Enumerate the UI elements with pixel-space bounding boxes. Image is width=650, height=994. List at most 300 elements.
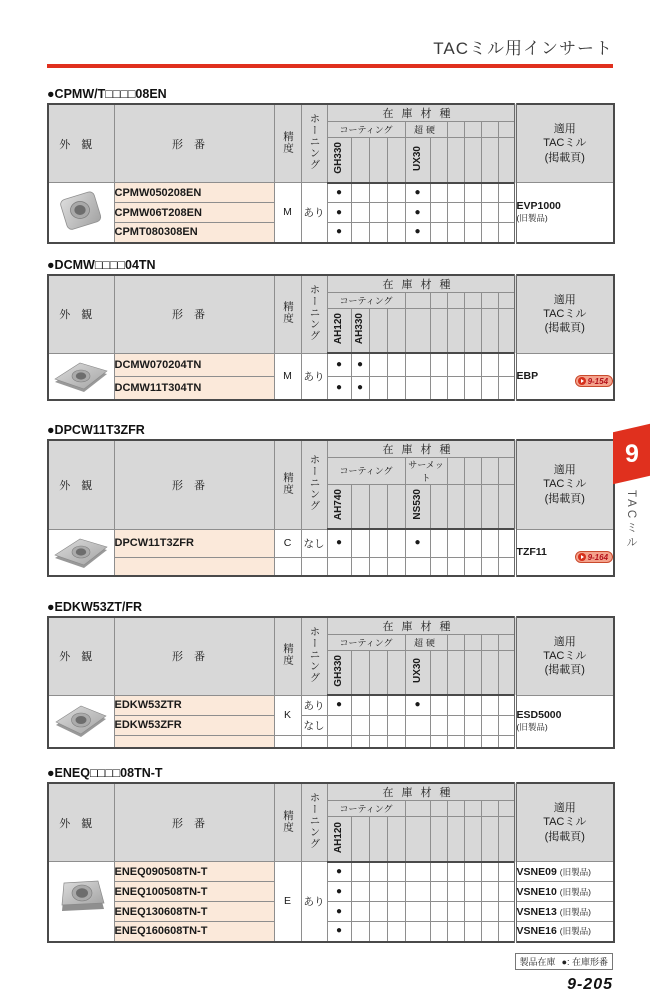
stock-dot-cell (387, 376, 405, 399)
precision-cell: K (274, 695, 301, 735)
stock-dot-cell (327, 557, 351, 575)
stock-dot-cell (430, 376, 447, 399)
stock-dot-cell (369, 223, 387, 243)
grade-label (405, 817, 430, 862)
precision-cell (274, 557, 301, 575)
stock-dot-cell (387, 223, 405, 243)
honing-cell: あり (301, 353, 327, 400)
stock-header: 在庫材種 (327, 617, 515, 635)
stock-dot-cell (464, 183, 481, 203)
section-heading-eneq: ●ENEQ□□□□08TN-T (47, 766, 163, 780)
stock-dot-cell (481, 223, 498, 243)
model-number-cell (114, 735, 274, 748)
stock-dot-cell (481, 557, 498, 575)
model-number-cell: DCMW11T304TN (114, 376, 274, 399)
stock-header-cell (447, 122, 464, 138)
col-header-precision: 精度 (274, 275, 301, 354)
stock-dot-cell (464, 862, 481, 882)
stock-dot-cell (351, 882, 369, 902)
precision-cell: M (274, 183, 301, 243)
grade-label (369, 650, 387, 695)
eneq-table (47, 782, 615, 943)
stock-dot-cell (430, 902, 447, 922)
stock-dot-cell (447, 223, 464, 243)
stock-dot-cell (430, 353, 447, 376)
model-number-cell: ENEQ160608TN-T (114, 922, 274, 942)
grade-label (498, 138, 515, 183)
stock-dot-cell: ● (405, 529, 430, 557)
col-header-apply: 適用 TACミル (掲載頁) (515, 440, 614, 530)
grade-label (430, 817, 447, 862)
grade-label: AH330 (351, 308, 369, 353)
square-insert-photo (48, 862, 114, 942)
grade-label (481, 308, 498, 353)
stock-dot-cell: ● (327, 529, 351, 557)
grade-label (387, 817, 405, 862)
col-header-honing: ホーニング (301, 617, 327, 696)
stock-dot-cell (369, 922, 387, 942)
stock-dot-cell (387, 529, 405, 557)
stock-dot-cell (430, 922, 447, 942)
stock-dot-cell (369, 529, 387, 557)
stock-dot-cell (498, 203, 515, 223)
stock-header-cell (481, 457, 498, 484)
stock-dot-cell (351, 529, 369, 557)
stock-header-cell (498, 634, 515, 650)
stock-dot-cell: ● (327, 862, 351, 882)
stock-header-cell (405, 801, 430, 817)
col-header-model: 形番 (114, 275, 274, 354)
stock-header-cell (447, 457, 464, 484)
section-heading-dpcw: ●DPCW11T3ZFR (47, 422, 145, 437)
arrow-icon (578, 377, 586, 385)
section-heading-dcmw: ●DCMW□□□□04TN (47, 257, 156, 272)
stock-dot-cell (369, 557, 387, 575)
grade-label: GH330 (327, 650, 351, 695)
stock-dot-cell (464, 902, 481, 922)
stock-dot-cell (387, 735, 405, 748)
col-header-model: 形番 (114, 783, 274, 862)
page-title: TACミル用インサート (433, 39, 613, 58)
stock-dot-cell (405, 882, 430, 902)
stock-dot-cell (498, 715, 515, 735)
honing-cell: あり (301, 862, 327, 942)
stock-dot-cell (464, 223, 481, 243)
stock-dot-cell (387, 203, 405, 223)
grade-label (464, 817, 481, 862)
honing-cell (301, 735, 327, 748)
honing-cell: なし (301, 715, 327, 735)
stock-header: 在庫材種 (327, 783, 515, 801)
col-header-precision: 精度 (274, 104, 301, 183)
stock-dot-cell (464, 203, 481, 223)
stock-dot-cell (447, 353, 464, 376)
stock-dot-cell (481, 529, 498, 557)
stock-header-cell (430, 801, 447, 817)
col-header-precision: 精度 (274, 440, 301, 530)
stock-dot-cell (447, 902, 464, 922)
stock-dot-cell (369, 715, 387, 735)
stock-dot-cell (387, 557, 405, 575)
stock-dot-cell (447, 529, 464, 557)
stock-dot-cell: ● (327, 203, 351, 223)
stock-dot-cell (464, 922, 481, 942)
stock-dot-cell (498, 376, 515, 399)
honing-cell: あり (301, 695, 327, 715)
stock-header-cell (464, 801, 481, 817)
coating-group-header: コーティング (327, 292, 405, 308)
col-header-appearance: 外観 (48, 440, 114, 530)
stock-dot-cell (464, 735, 481, 748)
precision-cell: E (274, 862, 301, 942)
col-header-appearance: 外観 (48, 783, 114, 862)
chapter-tab-label: TACミル (625, 490, 637, 551)
grade-label (498, 308, 515, 353)
stock-header-cell (464, 292, 481, 308)
grade-label (447, 650, 464, 695)
tacmill-cell: EBP 9-154 (515, 353, 614, 400)
stock-header-cell (464, 634, 481, 650)
grade-label: AH120 (327, 308, 351, 353)
stock-header-cell (498, 122, 515, 138)
rhombic-insert-photo (48, 529, 114, 576)
stock-dot-cell (351, 735, 369, 748)
coating-group-header: コーティング (327, 122, 405, 138)
grade-label (447, 138, 464, 183)
stock-dot-cell (405, 902, 430, 922)
stock-header-cell (481, 292, 498, 308)
grade-label (447, 308, 464, 353)
stock-dot-cell (481, 353, 498, 376)
stock-header: 在庫材種 (327, 440, 515, 458)
rhombic-insert-photo (48, 695, 114, 748)
stock-dot-cell (481, 902, 498, 922)
stock-header-cell (447, 292, 464, 308)
stock-dot-cell: ● (327, 223, 351, 243)
tacmill-cell: VSNE10 (旧製品) (515, 882, 614, 902)
grade-label (498, 817, 515, 862)
stock-dot-cell (498, 557, 515, 575)
grade-label (481, 484, 498, 529)
grade-label (481, 817, 498, 862)
stock-dot-cell (498, 695, 515, 715)
stock-dot-cell (464, 376, 481, 399)
model-number-cell: CPMT080308EN (114, 223, 274, 243)
dcmw-table (47, 274, 615, 401)
stock-dot-cell (481, 203, 498, 223)
grade-label (430, 650, 447, 695)
stock-dot-cell (498, 862, 515, 882)
stock-dot-cell (430, 862, 447, 882)
stock-dot-cell (327, 715, 351, 735)
grade-label (369, 138, 387, 183)
stock-dot-cell (498, 183, 515, 203)
stock-dot-cell (351, 902, 369, 922)
stock-dot-cell (430, 183, 447, 203)
model-number-cell: DPCW11T3ZFR (114, 529, 274, 557)
stock-dot-cell (405, 353, 430, 376)
stock-dot-cell: ● (405, 183, 430, 203)
section-heading-cpmw: ●CPMW/T□□□□08EN (47, 87, 167, 101)
col-header-appearance: 外観 (48, 275, 114, 354)
col-header-apply: 適用 TACミル (掲載頁) (515, 617, 614, 696)
coating-group-header: コーティング (327, 457, 405, 484)
stock-dot-cell (405, 557, 430, 575)
stock-dot-cell (481, 715, 498, 735)
grade-label (369, 817, 387, 862)
precision-cell: C (274, 529, 301, 557)
dpcw-table (47, 439, 615, 577)
stock-dot-cell (369, 203, 387, 223)
stock-dot-cell: ● (405, 695, 430, 715)
model-number-cell: ENEQ090508TN-T (114, 862, 274, 882)
honing-cell: なし (301, 529, 327, 557)
col-header-apply: 適用 TACミル (掲載頁) (515, 104, 614, 183)
stock-dot-cell (405, 735, 430, 748)
grade-label: AH120 (327, 817, 351, 862)
grade-label (387, 138, 405, 183)
model-number-cell: CPMW050208EN (114, 183, 274, 203)
stock-dot-cell (369, 902, 387, 922)
col-header-honing: ホーニング (301, 275, 327, 354)
grade-label (430, 138, 447, 183)
page-number: 9-205 (567, 975, 613, 993)
stock-dot-cell (447, 376, 464, 399)
stock-dot-cell (369, 862, 387, 882)
grade-label (447, 817, 464, 862)
edkw-table (47, 616, 615, 750)
stock-dot-cell (481, 882, 498, 902)
stock-dot-cell (498, 353, 515, 376)
grade-label: GH330 (327, 138, 351, 183)
stock-dot-cell (387, 902, 405, 922)
stock-dot-cell: ● (351, 353, 369, 376)
stock-dot-cell (464, 529, 481, 557)
model-number-cell: EDKW53ZTR (114, 695, 274, 715)
stock-dot-cell (369, 376, 387, 399)
stock-dot-cell: ● (327, 353, 351, 376)
stock-dot-cell: ● (327, 183, 351, 203)
stock-dot-cell (481, 376, 498, 399)
grade-label: UX30 (405, 138, 430, 183)
cermet-group-header: サーメット (405, 457, 447, 484)
stock-dot-cell (430, 715, 447, 735)
square-insert-photo (48, 183, 114, 243)
stock-dot-cell (447, 862, 464, 882)
cpmw-table (47, 103, 615, 244)
stock-dot-cell (369, 882, 387, 902)
stock-dot-cell (405, 715, 430, 735)
page-link-badge[interactable]: 9-164 (575, 551, 613, 563)
page-link-badge[interactable]: 9-154 (575, 375, 613, 387)
stock-dot-cell: ● (351, 376, 369, 399)
model-number-cell (114, 557, 274, 575)
stock-dot-cell (481, 183, 498, 203)
stock-dot-cell (498, 223, 515, 243)
grade-label (430, 308, 447, 353)
grade-label (481, 650, 498, 695)
grade-label (369, 308, 387, 353)
tacmill-cell: VSNE13 (旧製品) (515, 902, 614, 922)
stock-header-cell (498, 457, 515, 484)
tacmill-cell: TZF11 9-164 (515, 529, 614, 576)
grade-label (405, 308, 430, 353)
section-heading-edkw: ●EDKW53ZT/FR (47, 599, 143, 614)
grade-label: AH740 (327, 484, 351, 529)
stock-dot-cell (430, 223, 447, 243)
tacmill-cell: EVP1000 (旧製品) (515, 183, 614, 243)
stock-dot-cell (498, 529, 515, 557)
grade-label (369, 484, 387, 529)
stock-dot-cell: ● (327, 882, 351, 902)
grade-label: UX30 (405, 650, 430, 695)
stock-dot-cell: ● (327, 695, 351, 715)
stock-dot-cell (369, 353, 387, 376)
model-number-cell: EDKW53ZFR (114, 715, 274, 735)
stock-dot-cell (387, 353, 405, 376)
grade-label (447, 484, 464, 529)
model-number-cell: CPMW06T208EN (114, 203, 274, 223)
stock-dot-cell (387, 183, 405, 203)
stock-dot-cell (464, 353, 481, 376)
stock-dot-cell (351, 862, 369, 882)
stock-dot-cell (351, 223, 369, 243)
stock-header-cell (498, 292, 515, 308)
col-header-appearance: 外観 (48, 617, 114, 696)
stock-dot-cell (387, 715, 405, 735)
model-number-cell: ENEQ100508TN-T (114, 882, 274, 902)
honing-cell (301, 557, 327, 575)
grade-label (387, 650, 405, 695)
stock-dot-cell (430, 529, 447, 557)
grade-label (351, 650, 369, 695)
stock-dot-cell (369, 695, 387, 715)
stock-dot-cell (481, 695, 498, 715)
col-header-honing: ホーニング (301, 440, 327, 530)
stock-dot-cell (481, 922, 498, 942)
stock-dot-cell (447, 922, 464, 942)
stock-dot-cell (447, 735, 464, 748)
stock-dot-cell (464, 882, 481, 902)
col-header-honing: ホーニング (301, 783, 327, 862)
stock-dot-cell (351, 557, 369, 575)
stock-dot-cell (351, 922, 369, 942)
stock-header-cell (447, 634, 464, 650)
col-header-appearance: 外観 (48, 104, 114, 183)
stock-dot-cell (369, 183, 387, 203)
col-header-apply: 適用 TACミル (掲載頁) (515, 275, 614, 354)
stock-header-cell (405, 292, 430, 308)
carbide-group-header: 超硬 (405, 122, 447, 138)
grade-label (498, 650, 515, 695)
grade-label (351, 138, 369, 183)
arrow-icon (578, 553, 586, 561)
stock-header-cell (464, 457, 481, 484)
stock-header-cell (498, 801, 515, 817)
stock-dot-cell (387, 882, 405, 902)
grade-label (464, 308, 481, 353)
stock-dot-cell (481, 735, 498, 748)
stock-dot-cell (387, 922, 405, 942)
model-number-cell: DCMW070204TN (114, 353, 274, 376)
stock-dot-cell (405, 376, 430, 399)
stock-dot-cell (405, 862, 430, 882)
stock-header: 在庫材種 (327, 275, 515, 293)
stock-dot-cell (351, 183, 369, 203)
stock-dot-cell (498, 735, 515, 748)
stock-dot-cell (481, 862, 498, 882)
model-number-cell: ENEQ130608TN-T (114, 902, 274, 922)
col-header-precision: 精度 (274, 617, 301, 696)
stock-dot-cell (430, 203, 447, 223)
stock-dot-cell (327, 735, 351, 748)
stock-dot-cell (387, 862, 405, 882)
stock-dot-cell (387, 695, 405, 715)
stock-header-cell (447, 801, 464, 817)
stock-dot-cell (447, 695, 464, 715)
stock-dot-cell (405, 922, 430, 942)
stock-header-cell (481, 801, 498, 817)
stock-dot-cell: ● (327, 922, 351, 942)
title-rule (47, 64, 613, 68)
grade-label (481, 138, 498, 183)
grade-label (430, 484, 447, 529)
grade-label (387, 484, 405, 529)
col-header-model: 形番 (114, 104, 274, 183)
stock-dot-cell (430, 735, 447, 748)
grade-label (387, 308, 405, 353)
stock-dot-cell (464, 715, 481, 735)
stock-header-cell (430, 292, 447, 308)
rhombic-insert-photo (48, 353, 114, 400)
stock-dot-cell (447, 557, 464, 575)
stock-dot-cell: ● (405, 203, 430, 223)
stock-dot-cell (351, 715, 369, 735)
col-header-honing: ホーニング (301, 104, 327, 183)
stock-dot-cell (498, 922, 515, 942)
stock-dot-cell (369, 735, 387, 748)
grade-label (351, 484, 369, 529)
precision-cell (274, 735, 301, 748)
grade-label (351, 817, 369, 862)
stock-dot-cell (464, 695, 481, 715)
coating-group-header: コーティング (327, 801, 405, 817)
stock-dot-cell (447, 715, 464, 735)
grade-label: NS530 (405, 484, 430, 529)
stock-dot-cell (464, 557, 481, 575)
stock-header-cell (481, 122, 498, 138)
stock-legend: 製品在庫 ●: 在庫形番 (47, 952, 613, 970)
col-header-model: 形番 (114, 617, 274, 696)
stock-dot-cell: ● (327, 902, 351, 922)
stock-header-cell (481, 634, 498, 650)
stock-dot-cell (498, 902, 515, 922)
col-header-apply: 適用 TACミル (掲載頁) (515, 783, 614, 862)
stock-dot-cell (447, 183, 464, 203)
tacmill-cell: VSNE16 (旧製品) (515, 922, 614, 942)
stock-dot-cell (498, 882, 515, 902)
stock-header: 在庫材種 (327, 104, 515, 122)
grade-label (464, 484, 481, 529)
stock-header-cell (464, 122, 481, 138)
honing-cell: あり (301, 183, 327, 243)
carbide-group-header: 超硬 (405, 634, 447, 650)
stock-dot-cell (351, 695, 369, 715)
stock-dot-cell (430, 695, 447, 715)
chapter-tab[interactable]: 9 (613, 424, 650, 485)
coating-group-header: コーティング (327, 634, 405, 650)
stock-dot-cell (447, 882, 464, 902)
